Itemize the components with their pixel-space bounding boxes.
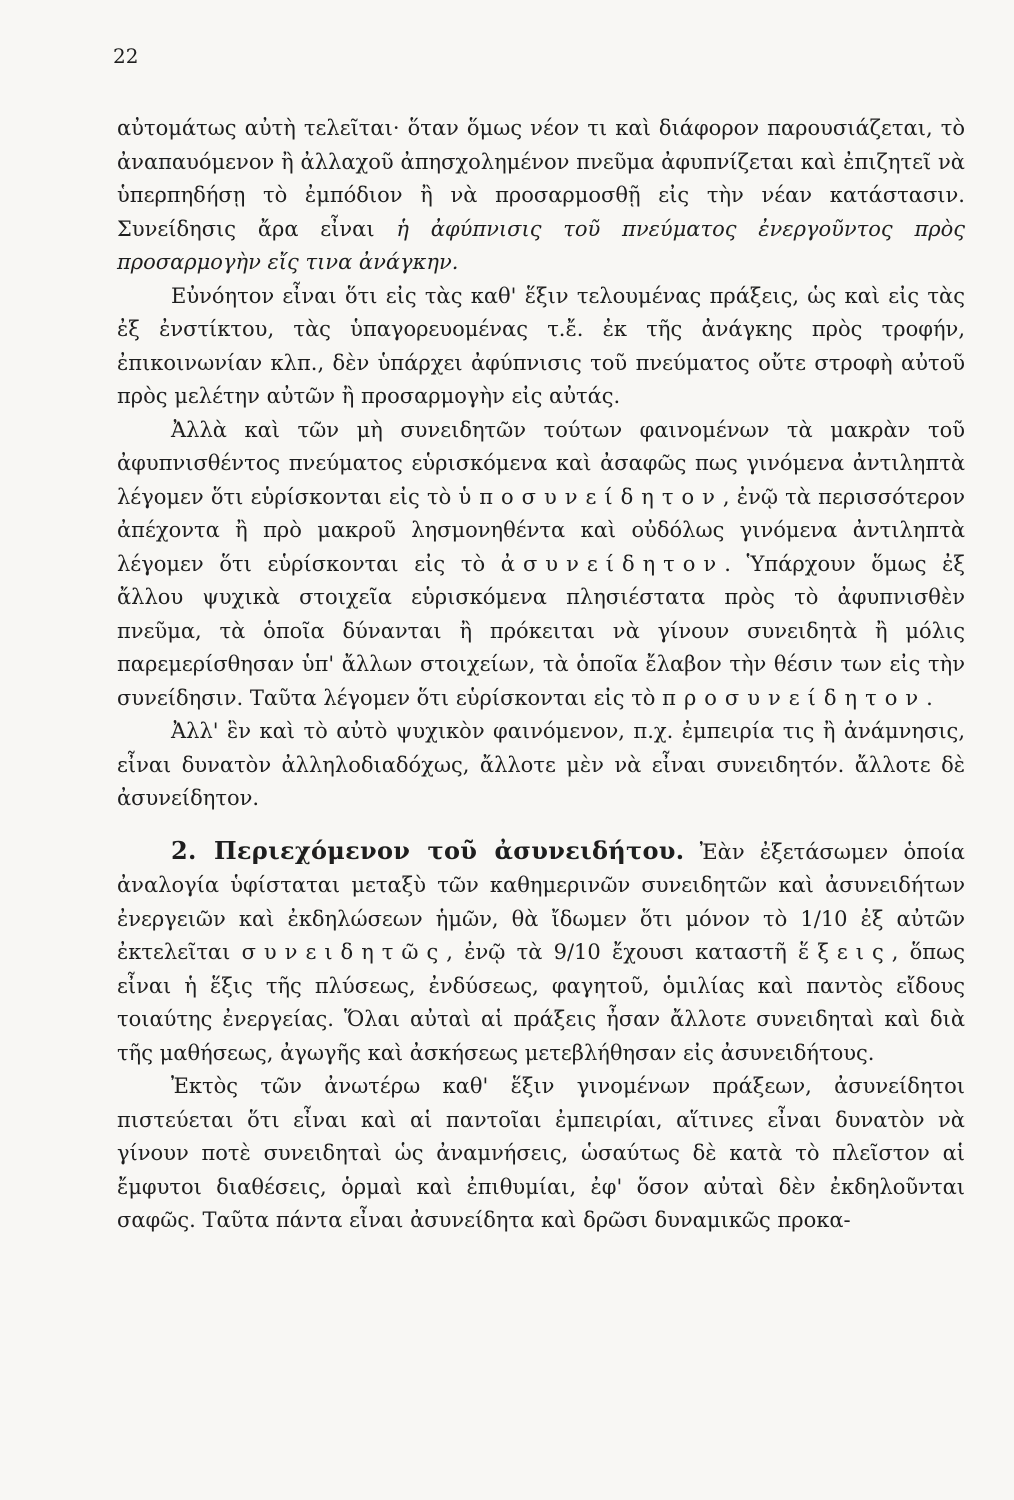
paragraph-4: [117, 715, 965, 816]
paragraph-3-text-a: Ἀλλὰ καὶ τῶν μὴ συνειδητῶν τούτων φαινομένων τὰ μακρὰν τοῦ ἀφυπνισθέντος πνεύματος εὑρισκόμενα καὶ ἀσαφῶς πως γινόμενα ἀντιληπτὰ λέγομεν ὅτι εὑρίσκονται εἰς τὸ: [117, 417, 965, 509]
paragraph-3: [117, 414, 965, 716]
paragraph-1: [117, 112, 965, 280]
paragraph-3-text-b: , ἐνῷ τὰ περισσότερον ἀπέχοντα ἢ πρὸ μακροῦ λησμονηθέντα καὶ οὐδόλως γινόμενα ἀντιληπτὰ λέγομεν ὅτι εὑρίσκονται εἰς τὸ: [117, 484, 965, 576]
term-habits: ἕξεις: [798, 940, 892, 964]
paragraph-5-text-c: , ὅπως εἶναι ἡ ἕξις τῆς πλύσεως, ἐνδύσεως, φαγητοῦ, ὁμιλίας καὶ παντὸς εἴδους τοιαύτης ἐνεργείας. Ὅλαι αὐταὶ αἱ πράξεις ἦσαν ἄλλοτε συνειδηταὶ καὶ διὰ τῆς μαθήσεως, ἀγωγῆς καὶ ἀσκήσεως μετεβλήθησαν εἰς ἀσυνειδήτους.: [117, 940, 965, 1065]
paragraph-5-text-a: Ἐὰν ἐξετάσωμεν ὁποία ἀναλογία ὑφίσταται μεταξὺ τῶν καθημερινῶν συνειδητῶν καὶ ἀσυνειδήτων ἐνεργειῶν καὶ ἐκδηλώσεων ἡμῶν, θὰ ἴδωμεν ὅτι μόνον τὸ 1/10 ἐξ αὐτῶν ἐκτελεῖται: [117, 839, 965, 964]
term-consciously: συνειδητῶς: [241, 940, 447, 964]
paragraph-6-text: Ἐκτὸς τῶν ἀνωτέρω καθ' ἕξιν γινομένων πράξεων, ἀσυνείδητοι πιστεύεται ὅτι εἶναι καὶ αἱ παντοῖαι ἐμπειρίαι, αἵτινες εἶναι δυνατὸν νὰ γίνουν ποτὲ συνειδηταὶ ὡς ἀναμνήσεις, ὡσαύτως δὲ κατὰ τὸ πλεῖστον αἱ ἔμφυτοι διαθέσεις, ὁρμαὶ καὶ ἐπιθυμίαι, ἐφ' ὅσον αὐταὶ δὲν ἐκδηλοῦνται σαφῶς. Ταῦτα πάντα εἶναι ἀσυνείδητα καὶ δρῶσι δυναμικῶς προκα-: [117, 1074, 965, 1232]
body-text: [117, 112, 965, 1238]
paragraph-3-text-c: . Ὑπάρχουν ὅμως ἐξ ἄλλου ψυχικὰ στοιχεῖα εὑρισκόμενα πλησιέστατα πρὸς τὸ ἀφυπνισθὲν πνεῦμα, τὰ ὁποῖα δύνανται ἢ πρόκειται νὰ γίνουν συνειδητὰ ἢ μόλις παρεμερίσθησαν ὑπ' ἄλλων στοιχείων, τὰ ὁποῖα ἔλαβον τὴν θέσιν των εἰς τὴν συνείδησιν. Ταῦτα λέγομεν ὅτι εὑρίσκονται εἰς τὸ: [117, 551, 965, 710]
paragraph-5: [117, 834, 965, 1071]
page-number: 22: [113, 44, 139, 68]
paragraph-3-text-d: .: [926, 685, 933, 710]
paragraph-5-text-b: , ἐνῷ τὰ 9/10 ἔχουσι καταστῆ: [446, 940, 799, 964]
term-unconscious: ἀσυνείδητον: [500, 551, 725, 576]
paragraph-2: [117, 280, 965, 414]
paragraph-4-text: Ἀλλ' ἓν καὶ τὸ αὐτὸ ψυχικὸν φαινόμενον, π.χ. ἐμπειρία τις ἢ ἀνάμνησις, εἶναι δυνατὸν ἀλληλοδιαδόχως, ἄλλοτε μὲν νὰ εἶναι συνειδητόν. ἄλλοτε δὲ ἀσυνείδητον.: [117, 719, 965, 810]
paragraph-6: [117, 1070, 965, 1238]
term-preconscious: προσυνείδητον: [662, 685, 927, 710]
paragraph-2-text: Εὐνόητον εἶναι ὅτι εἰς τὰς καθ' ἕξιν τελουμένας πράξεις, ὡς καὶ εἰς τὰς ἐξ ἐνστίκτου, τὰς ὑπαγορευομένας τ.ἔ. ἐκ τῆς ἀνάγκης πρὸς τροφήν, ἐπικοινωνίαν κλπ., δὲν ὑπάρχει ἀφύπνισις τοῦ πνεύματος οὔτε στροφὴ αὐτοῦ πρὸς μελέτην αὐτῶν ἢ προσαρμογὴν εἰς αὐτάς.: [117, 283, 965, 408]
paragraph-1-italic-definition: ἡ ἀφύπνισις τοῦ πνεύματος ἐνεργοῦντος πρὸς προσαρμογὴν εἴς τινα ἀνάγκην.: [117, 216, 965, 274]
section-spacer: [117, 816, 965, 834]
term-subconscious: ὑποσυνείδητον: [458, 484, 723, 509]
section-heading: 2. Περιεχόμενον τοῦ ἀσυνειδήτου.: [171, 835, 685, 865]
paragraph-1-text: αὐτομάτως αὐτὴ τελεῖται· ὅταν ὅμως νέον τι καὶ διάφορον παρουσιάζεται, τὸ ἀναπαυόμενον ἢ ἀλλαχοῦ ἀπησχολημένον πνεῦμα ἀφυπνίζεται καὶ ἐπιζητεῖ νὰ ὑπερπηδήσῃ τὸ ἐμπόδιον ἢ νὰ προσαρμοσθῇ εἰς τὴν νέαν κατάστασιν. Συνείδησις ἄρα εἶναι: [117, 116, 965, 241]
